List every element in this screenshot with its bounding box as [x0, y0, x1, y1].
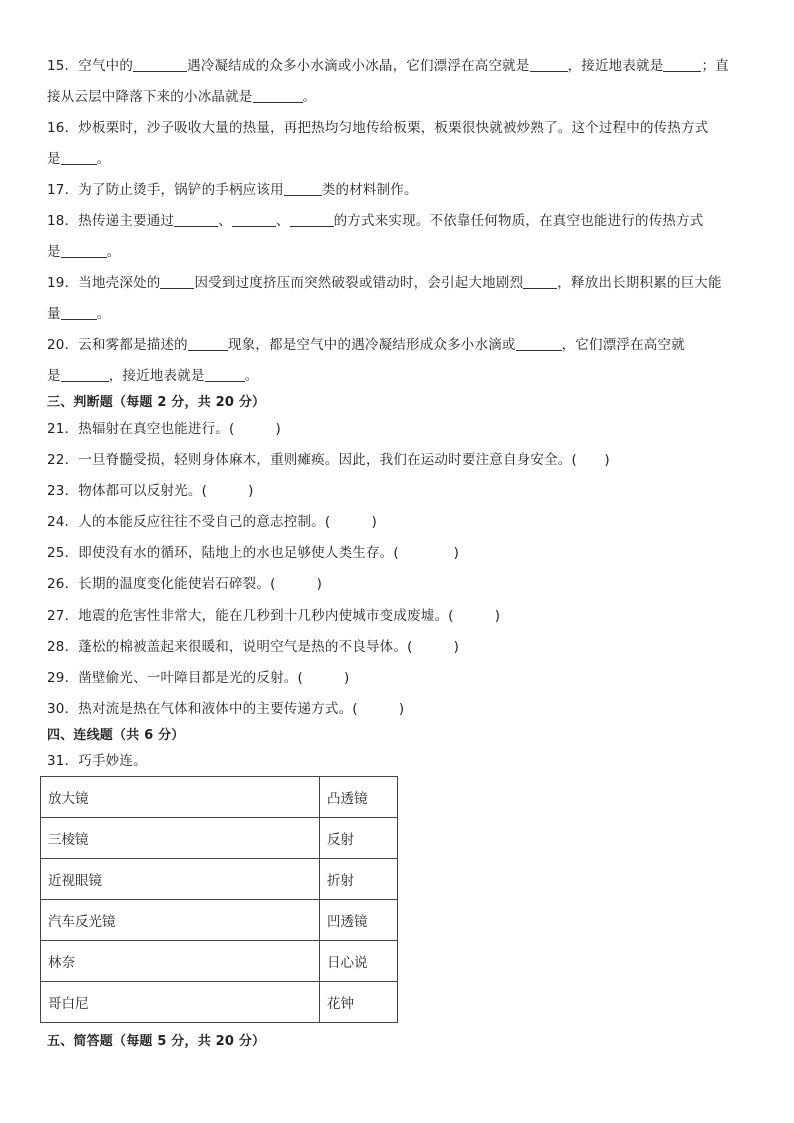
judge-item-25: 25．即使没有水的循环，陆地上的水也足够使人类生存。( ) — [47, 545, 460, 561]
match-left-cell[interactable]: 三棱镜 — [41, 818, 320, 859]
question-20-line-1 — [47, 335, 685, 355]
match-left-cell[interactable]: 汽车反光镜 — [41, 900, 320, 941]
question-19-line-2 — [47, 304, 110, 324]
table-row — [41, 818, 398, 859]
q19-text-a: 19．当地壳深处的 — [47, 275, 161, 291]
match-right-cell[interactable]: 日心说 — [320, 941, 398, 982]
q15-blank-1[interactable] — [133, 56, 187, 72]
q19-text-e: 。 — [96, 306, 111, 322]
q20-blank-3[interactable] — [61, 366, 109, 382]
q17-blank-1[interactable] — [284, 180, 322, 196]
judge-item-21: 21．热辐射在真空也能进行。( ) — [47, 421, 282, 437]
table-row — [41, 900, 398, 941]
q19-text-c: ，释放出长期积累的巨大能 — [557, 275, 722, 291]
matching-table — [40, 776, 398, 1023]
q20-text-c: ，它们漂浮在高空就 — [561, 337, 685, 353]
judge-item-28: 28．蓬松的棉被盖起来很暖和，说明空气是热的不良导体。( ) — [47, 639, 460, 655]
question-18-line-1 — [47, 211, 704, 231]
q19-blank-1[interactable] — [160, 273, 194, 289]
q15-blank-2[interactable] — [530, 56, 568, 72]
q15-text-a: 15．空气中的 — [47, 58, 134, 74]
q17-text-b: 类的材料制作。 — [321, 182, 418, 198]
q19-blank-3[interactable] — [61, 304, 97, 320]
q20-text-d: 是 — [47, 368, 61, 384]
section-matching-heading: 四、连线题（共 6 分） — [47, 728, 185, 743]
q18-blank-2[interactable] — [232, 211, 276, 227]
q18-blank-3[interactable] — [290, 211, 334, 227]
q19-text-d: 量 — [47, 306, 61, 322]
q15-text-f: 。 — [302, 89, 317, 105]
table-row — [41, 859, 398, 900]
question-16-line-1 — [47, 118, 708, 138]
table-row — [41, 777, 398, 818]
matching-prompt: 31．巧手妙连。 — [47, 753, 147, 769]
q18-blank-4[interactable] — [61, 242, 107, 258]
q20-text-a: 20．云和雾都是描述的 — [47, 337, 188, 353]
q18-text-f: 。 — [106, 244, 121, 260]
q16-text-a: 16．炒板栗时，沙子吸收大量的热量，再把热均匀地传给板栗，板栗很快就被炒熟了。这个过程中的传热方式 — [47, 120, 709, 136]
q16-text-b: 是 — [47, 151, 61, 167]
q19-text-b: 因受到过度挤压而突然破裂或错动时，会引起大地剧烈 — [194, 275, 524, 291]
question-15-line-2 — [47, 87, 316, 107]
question-18-line-2 — [47, 242, 120, 262]
judge-item-24: 24．人的本能反应往往不受自己的意志控制。( ) — [47, 514, 377, 530]
judge-item-22: 22．一旦脊髓受损，轻则身体麻木，重则瘫痪。因此，我们在运动时要注意自身安全。( ) — [47, 452, 610, 468]
question-19-line-1 — [47, 273, 722, 293]
q15-text-d: ；直 — [701, 58, 729, 74]
judge-item-27: 27．地震的危害性非常大，能在几秒到十几秒内使城市变成废墟。( ) — [47, 608, 501, 624]
match-left-cell[interactable]: 林奈 — [41, 941, 320, 982]
q15-text-b: 遇冷凝结成的众多小水滴或小冰晶，它们漂浮在高空就是 — [187, 58, 530, 74]
match-right-cell[interactable]: 花钟 — [320, 982, 398, 1023]
match-right-cell[interactable]: 折射 — [320, 859, 398, 900]
match-right-cell[interactable]: 凹透镜 — [320, 900, 398, 941]
question-15-line-1 — [47, 56, 729, 76]
table-row — [41, 982, 398, 1023]
q15-text-e: 接从云层中降落下来的小冰晶就是 — [47, 89, 253, 105]
match-left-cell[interactable]: 近视眼镜 — [41, 859, 320, 900]
q18-text-c: 、 — [275, 213, 290, 229]
q20-blank-2[interactable] — [516, 335, 562, 351]
q20-blank-4[interactable] — [205, 366, 245, 382]
match-right-cell[interactable]: 反射 — [320, 818, 398, 859]
section-short-answer-heading: 五、简答题（每题 5 分，共 20 分） — [47, 1034, 266, 1049]
q18-text-b: 、 — [218, 213, 232, 229]
question-20-line-2 — [47, 366, 258, 386]
q20-text-f: 。 — [244, 368, 259, 384]
q20-text-b: 现象，都是空气中的遇冷凝结形成众多小水滴或 — [227, 337, 516, 353]
section-judge-heading: 三、判断题（每题 2 分，共 20 分） — [47, 395, 266, 410]
judge-item-29: 29．凿壁偷光、一叶障目都是光的反射。( ) — [47, 670, 350, 686]
q15-text-c: ，接近地表就是 — [567, 58, 664, 74]
judge-item-30: 30．热对流是热在气体和液体中的主要传递方式。( ) — [47, 701, 405, 717]
q16-blank-1[interactable] — [61, 149, 97, 165]
match-right-cell[interactable]: 凸透镜 — [320, 777, 398, 818]
q16-text-c: 。 — [96, 151, 111, 167]
question-17 — [47, 180, 418, 200]
q18-blank-1[interactable] — [174, 211, 218, 227]
q19-blank-2[interactable] — [523, 273, 557, 289]
q17-text-a: 17．为了防止烫手，锅铲的手柄应该用 — [47, 182, 284, 198]
judge-item-26: 26．长期的温度变化能使岩石碎裂。( ) — [47, 576, 323, 592]
q18-text-d: 的方式来实现。不依靠任何物质，在真空也能进行的传热方式 — [333, 213, 704, 229]
judge-item-23: 23．物体都可以反射光。( ) — [47, 483, 254, 499]
q18-text-e: 是 — [47, 244, 61, 260]
q18-text-a: 18．热传递主要通过 — [47, 213, 175, 229]
q20-text-e: ，接近地表就是 — [108, 368, 205, 384]
q20-blank-1[interactable] — [188, 335, 228, 351]
table-row — [41, 941, 398, 982]
q15-blank-3[interactable] — [663, 56, 701, 72]
match-left-cell[interactable]: 哥白尼 — [41, 982, 320, 1023]
q15-blank-4[interactable] — [253, 87, 303, 103]
question-16-line-2 — [47, 149, 110, 169]
match-left-cell[interactable]: 放大镜 — [41, 777, 320, 818]
